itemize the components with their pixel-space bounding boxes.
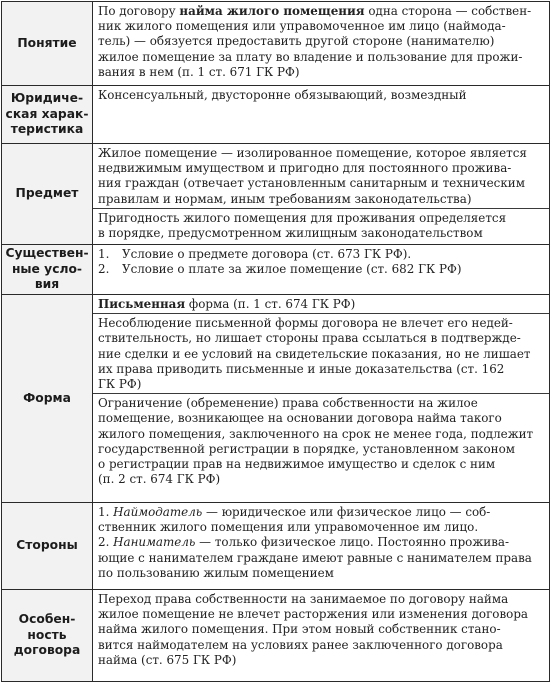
row-label-line: Понятие: [17, 35, 77, 50]
text-segment: их права приводить письменные и иные доказательства (ст. 162: [98, 361, 505, 376]
text-line: [98, 347, 544, 362]
row-label: [2, 144, 93, 245]
text-line: [98, 551, 544, 566]
text-line: [98, 4, 544, 19]
text-line: [98, 505, 544, 520]
content-cell: [93, 295, 549, 313]
text-line: [98, 535, 544, 550]
text-segment: форма (п. 1 ст. 674 ГК РФ): [185, 297, 356, 311]
row-content: [93, 86, 550, 144]
text-segment: Переход права собственности на занимаемое по договору найма: [98, 592, 509, 606]
text-segment: жилое помещение за плату во владение и пользование для прожи-: [98, 49, 523, 64]
text-line: [98, 622, 544, 637]
text-line: [98, 65, 544, 80]
content-cell: [93, 245, 549, 278]
text-line: [98, 607, 544, 622]
table-body: [2, 2, 550, 682]
text-segment: ние сделки и ее условий на свидетельские показания, но не лишает: [98, 346, 531, 361]
row-label-line: ные усло-: [11, 261, 83, 276]
text-line: [98, 247, 544, 262]
row-content: [93, 144, 550, 245]
row-label: [2, 503, 93, 590]
text-segment: найма (ст. 675 ГК РФ): [98, 652, 237, 667]
text-segment: тель) — обязуется предоставить другой стороне (нанимателю): [98, 34, 495, 49]
table-row: [2, 295, 550, 503]
text-line: [98, 411, 544, 426]
row-label-line: вия: [34, 277, 60, 292]
content-cell: [93, 144, 549, 208]
text-line: [98, 653, 544, 668]
table-row: [2, 2, 550, 86]
italic-term: Наниматель: [113, 535, 196, 550]
text-segment: (п. 2 ст. 674 ГК РФ): [98, 472, 221, 487]
text-line: [98, 226, 544, 241]
row-label-line: Юридиче-: [10, 91, 84, 106]
table-row: [2, 245, 550, 295]
content-cell: [93, 590, 549, 669]
text-segment: ния граждан (отвечает установленным санитарным и техническим: [98, 176, 525, 191]
text-line: [98, 638, 544, 653]
text-line: [98, 161, 544, 176]
row-content: [93, 2, 550, 86]
row-label-line: договора: [13, 643, 81, 658]
text-segment: жилое помещение не влечет расторжения или изменения договора: [98, 607, 529, 622]
text-segment: Несоблюдение письменной формы договора не влечет его недей-: [98, 316, 513, 331]
row-label-line: Стороны: [16, 538, 78, 553]
content-cell: [93, 313, 549, 393]
text-segment: по пользованию жилым помещением: [98, 565, 334, 580]
row-label-line: Особен-: [18, 612, 76, 627]
content-cell: [93, 393, 549, 488]
text-segment: одна сторона — собствен-: [364, 4, 532, 18]
text-segment: ющие с нанимателем граждане имеют равные с нанимателем права: [98, 550, 532, 565]
row-label-line: Форма: [23, 390, 71, 405]
row-label-line: ская харак-: [5, 106, 89, 121]
text-segment: о регистрации прав на недвижимое имущество и сделок с ним: [98, 457, 496, 472]
content-cell: [93, 2, 549, 81]
content-cell: [93, 86, 549, 104]
text-line: [98, 520, 544, 535]
text-segment: — юридическое или физическое лицо — соб-: [202, 505, 491, 519]
text-line: [98, 316, 544, 331]
text-segment: — только физическое лицо. Постоянно прожива-: [195, 535, 510, 550]
text-segment: вания в нем (п. 1 ст. 671 ГК РФ): [98, 64, 300, 79]
row-label-line: Существен-: [5, 246, 89, 261]
text-line: [98, 427, 544, 442]
text-segment: жилого помещения, заключенного на срок не менее года, подлежит: [98, 426, 534, 441]
row-label: [2, 245, 93, 295]
table-row: [2, 144, 550, 245]
text-segment: 2.: [98, 535, 114, 550]
text-segment: правилам и нормам, иным требованиям законодательства): [98, 191, 472, 206]
text-line: [98, 457, 544, 472]
table-row: [2, 86, 550, 144]
text-line: [98, 442, 544, 457]
text-segment: помещение, возникающее на основании договора найма такого: [98, 411, 502, 426]
text-segment: Консенсуальный, двусторонне обязывающий, возмездный: [98, 88, 467, 102]
text-line: [98, 472, 544, 487]
text-line: [98, 331, 544, 346]
text-line: [98, 34, 544, 49]
text-segment: в порядке, предусмотренном жилищным законодательством: [98, 226, 483, 241]
text-segment: ник жилого помещения или управомоченное им лицо (наймода-: [98, 19, 506, 34]
text-segment: ствительность, но лишает стороны права ссылаться в подтвержде-: [98, 331, 521, 346]
table-row: [2, 590, 550, 682]
row-label-line: Предмет: [15, 186, 79, 201]
text-segment: 1.: [98, 505, 114, 519]
row-label: [2, 295, 93, 503]
text-line: [98, 396, 544, 411]
text-segment: Ограничение (обременение) права собственности на жилое: [98, 396, 478, 411]
row-label: [2, 86, 93, 144]
text-segment: По договору: [98, 4, 180, 18]
list-number: 2.: [98, 262, 110, 277]
text-segment: Условие о предмете договора (ст. 673 ГК РФ).: [122, 247, 412, 261]
row-content: [93, 245, 550, 295]
text-line: [98, 176, 544, 191]
text-segment: ГК РФ): [98, 377, 142, 392]
table-row: [2, 503, 550, 590]
text-line: [98, 377, 544, 392]
list-number: 1.: [98, 247, 110, 261]
row-label: [2, 590, 93, 682]
text-segment: государственной регистрации в порядке, установленном законом: [98, 441, 516, 456]
row-label: [2, 2, 93, 86]
text-line: [98, 211, 544, 226]
row-content: [93, 503, 550, 590]
text-line: [98, 88, 544, 103]
content-cell: [93, 208, 549, 242]
text-segment: найма жилого помещения. При этом новый собственник стано-: [98, 622, 501, 637]
content-cell: [93, 503, 549, 582]
text-line: [98, 50, 544, 65]
text-segment: Условие о плате за жилое помещение (ст. 682 ГК РФ): [122, 262, 462, 277]
italic-term: Наймодатель: [113, 505, 203, 519]
text-line: [98, 592, 544, 607]
row-label-line: теристика: [10, 122, 84, 137]
bold-term: Письменная: [98, 297, 186, 311]
text-line: [98, 297, 544, 312]
row-content: [93, 295, 550, 503]
row-label-line: ность: [27, 627, 67, 642]
text-line: [98, 19, 544, 34]
row-content: [93, 590, 550, 682]
text-segment: Жилое помещение — изолированное помещение, которое является: [98, 146, 527, 160]
text-line: [98, 262, 544, 277]
text-segment: недвижимым имуществом и пригодно для постоянного прожива-: [98, 161, 512, 176]
text-line: [98, 566, 544, 581]
text-line: [98, 362, 544, 377]
text-segment: Пригодность жилого помещения для проживания определяется: [98, 210, 507, 225]
text-line: [98, 146, 544, 161]
contract-summary-table: [1, 1, 550, 682]
text-segment: вится наймодателем на условиях ранее заключенного договора: [98, 637, 503, 652]
text-line: [98, 192, 544, 207]
text-segment: ственник жилого помещения или управомоченное им лицо.: [98, 520, 479, 535]
bold-term: найма жилого помещения: [179, 4, 365, 18]
